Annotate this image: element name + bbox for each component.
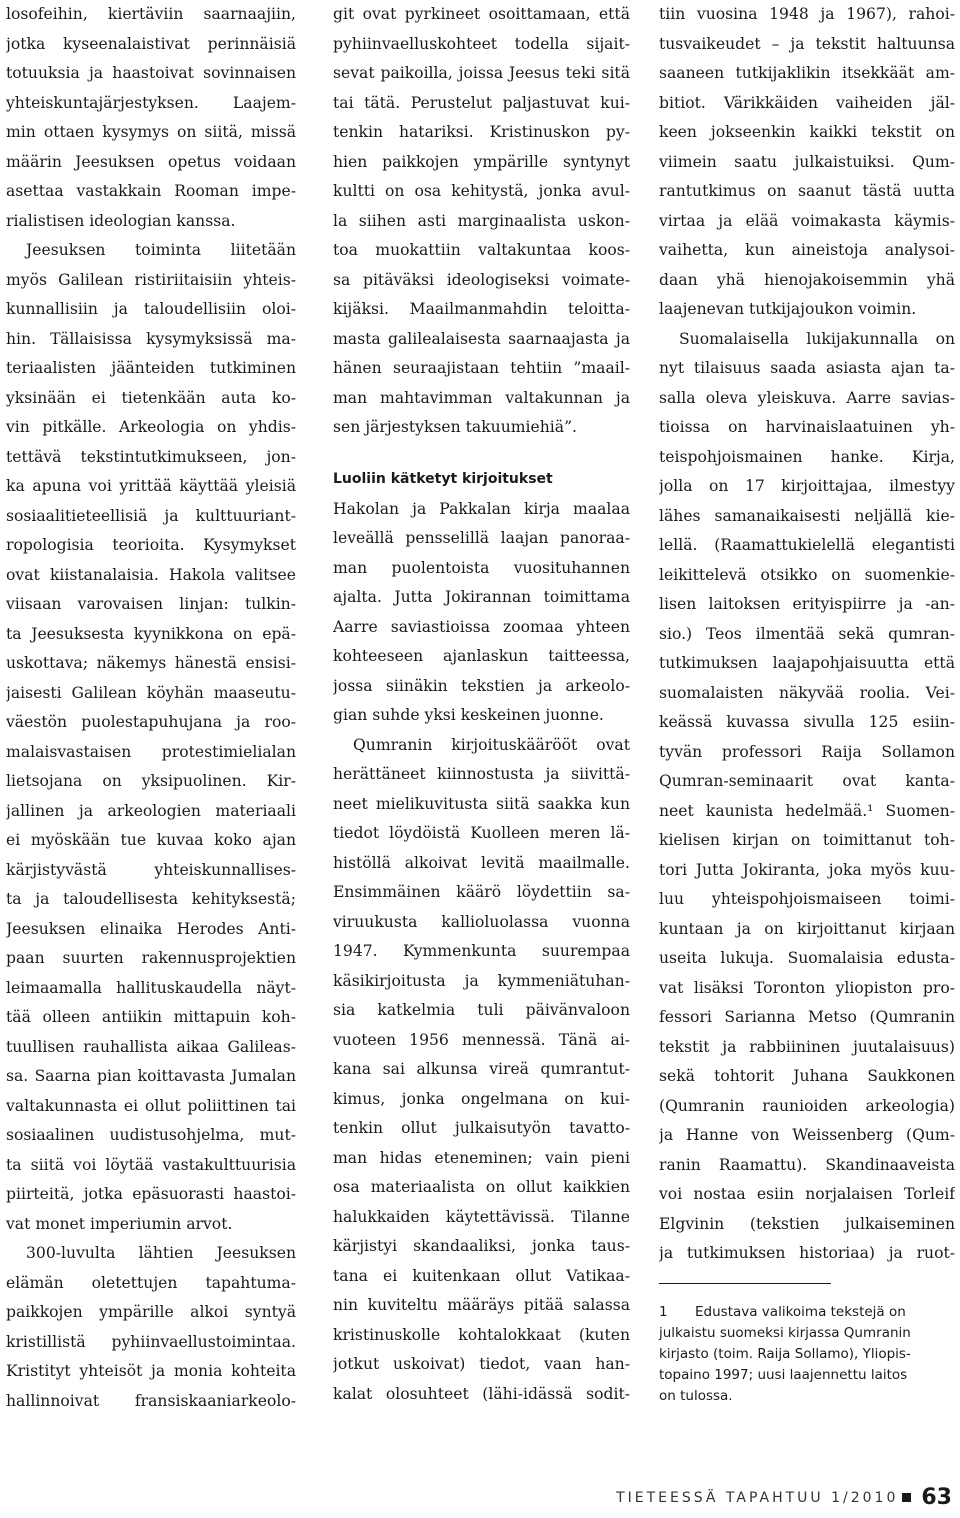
text-line: ja Hanne von Weissenberg (Qum-: [659, 1126, 955, 1144]
text-line: daan yhä hienojakoisemmin yhä: [659, 270, 955, 289]
text-line: kana sai alkunsa vireä qumrantut-: [333, 1060, 630, 1078]
text-line: jaisesti Galilean köyhän maaseutu-: [6, 683, 296, 702]
text-column-2: [333, 0, 630, 1409]
text-line: asettaa vastakkain Rooman impe-: [6, 182, 296, 200]
text-line: viruukusta kallioluolassa vuonna: [333, 912, 630, 931]
text-line: tana ei kuitenkaan ollut Vatikaa-: [333, 1266, 630, 1285]
text-column-1: [6, 0, 296, 1416]
text-line: Qumran-seminaarit ovat kanta-: [659, 772, 955, 790]
footnote: [659, 1302, 955, 1407]
text-line: min ottaen kysymys on siitä, missä: [6, 123, 296, 141]
text-line: gian suhde yksi keskeinen juonne.: [333, 706, 604, 724]
footnote-line: julkaistu suomeksi kirjassa Qumranin: [659, 1324, 911, 1341]
text-line: jotkut uskoivat) tiedot, vaan han-: [333, 1355, 630, 1373]
text-line: vuoteen 1956 mennessä. Tänä ai-: [333, 1030, 630, 1049]
column-1-paragraph-2: [6, 236, 296, 1239]
column-1-paragraph-1: [6, 0, 296, 236]
text-line: myös Galilean ristiriitaisiin yhteis-: [6, 270, 296, 289]
text-line: kultti on osa kehitystä, jonka avul-: [333, 182, 630, 200]
text-line: elämän oletettujen tapahtuma-: [6, 1273, 296, 1292]
page-footer: [616, 1485, 952, 1510]
section-heading: Luoliin kätketyt kirjoitukset: [333, 470, 553, 487]
text-line: toa muokattiin valtakuntaa koos-: [333, 241, 630, 259]
text-line: rantutkimus on saanut tästä uutta: [659, 182, 955, 200]
text-line: vat lisäksi Toronton yliopiston pro-: [659, 978, 955, 997]
text-line: käsikirjoitusta ja kymmeniätuhan-: [333, 971, 630, 990]
text-line: tusvaikeudet – ja tekstit haltuunsa: [659, 34, 955, 53]
text-line: kristillistä pyhiinvaellustoimintaa.: [6, 1332, 296, 1351]
text-line: Hakolan ja Pakkalan kirja maalaa: [333, 499, 630, 518]
text-line: Jeesuksen toiminta liitetään: [26, 241, 296, 259]
running-footer: TIETEESSÄ TAPAHTUU 1/2010: [616, 1489, 899, 1506]
text-line: jolla on 17 kirjoittajaa, ilmestyy: [659, 477, 955, 495]
text-line: 1947. Kymmenkunta suurempaa: [333, 942, 630, 960]
text-line: tekstit ja rabbiininen juutalaisuus): [659, 1037, 955, 1056]
text-line: sa pitäväksi ideologiseksi voimate-: [333, 270, 630, 289]
text-line: tori Jutta Jokiranta, joka myös kuu-: [659, 860, 955, 879]
text-line: leveällä pensselillä laajan panoraa-: [333, 529, 630, 547]
text-line: saaneen tutkijaklikin itsekkäät am-: [659, 64, 955, 82]
text-line: vat monet imperiumin arvot.: [6, 1214, 233, 1233]
text-line: herättäneet kiinnostusta ja siivittä-: [333, 765, 630, 783]
text-line: määrin Jeesuksen opetus voidaan: [6, 152, 296, 171]
text-line: kärjistyi skandaaliksi, jonka taus-: [333, 1237, 630, 1255]
text-line: keen jokseenkin kaikki tekstit on: [659, 123, 955, 141]
text-line: nin kuviteltu määräys pitää salassa: [333, 1296, 630, 1314]
text-line: kuntaan ja on kirjoittanut kirjaan: [659, 919, 955, 938]
text-line: neet mielikuvitusta siitä saakka kun: [333, 794, 630, 813]
text-line: useita lukuja. Suomalaisia edusta-: [659, 949, 955, 967]
text-line: yksinään ei tietenkään auta ko-: [6, 388, 296, 407]
text-line: hänen seuraajistaan tehtiin ”maail-: [333, 359, 630, 377]
text-line: git ovat pyrkineet osoittamaan, että: [333, 5, 630, 23]
text-line: ka apuna voi yrittää käyttää yleisiä: [6, 477, 296, 495]
text-line: tiedot löydöistä Kuolleen meren lä-: [333, 824, 630, 842]
text-line: kristinuskolle kohtalokkaat (kuten: [333, 1325, 630, 1344]
text-line: vaihetta, kun aineistoja analysoi-: [659, 241, 955, 259]
text-line: ovat kiistanalaisia. Hakola valitsee: [6, 565, 296, 584]
page-number: 63: [921, 1485, 952, 1510]
text-line: sevat paikoilla, joissa Jeesus teki sitä: [333, 64, 630, 82]
text-line: kärjistyvästä yhteiskunnallises-: [6, 860, 296, 879]
text-line: sa. Saarna pian koittavasta Jumalan: [6, 1067, 296, 1085]
text-line: salla oleva yleiskuva. Aarre savias-: [659, 388, 955, 407]
text-line: (Qumranin raunioiden arkeologia): [659, 1096, 955, 1115]
text-line: valtakunnasta ei ollut poliittinen tai: [6, 1096, 296, 1115]
text-line: ei myöskään tue kuvaa koko ajan: [6, 831, 296, 849]
text-line: Kristityt yhteisöt ja monia kohteita: [6, 1362, 296, 1380]
column-3-paragraph-2: [659, 325, 955, 1269]
text-line: tettävä tekstintutkimukseen, jon-: [6, 447, 296, 466]
text-line: osa materiaalista on ollut kaikkien: [333, 1178, 630, 1196]
text-line: tai tätä. Perustelut paljastuvat kui-: [333, 93, 630, 112]
text-line: Ensimmäinen käärö löydettiin sa-: [333, 883, 630, 901]
text-line: malaisvastaisen protestimielialan: [6, 742, 296, 761]
text-line: 300-luvulta lähtien Jeesuksen: [26, 1244, 296, 1262]
text-line: kielisen kirjan on toimittanut toh-: [659, 831, 955, 849]
text-line: tyvän professori Raija Sollamon: [659, 742, 955, 761]
text-line: Jeesuksen elinaika Herodes Anti-: [6, 919, 296, 938]
text-line: histöllä alkoivat levitä maailmalle.: [333, 853, 630, 872]
text-line: viimein saatu julkaistuiksi. Qum-: [659, 152, 955, 171]
text-line: tioissa on harvinaislaatuinen yh-: [659, 418, 955, 436]
text-line: masta galilealaisesta saarnaajasta ja: [333, 329, 630, 348]
text-line: Aarre saviastioissa zoomaa yhteen: [333, 617, 630, 636]
text-line: teriaalisten jäänteiden tutkiminen: [6, 359, 296, 377]
text-line: kunnallisiin ja taloudellisiin oloi-: [6, 300, 296, 318]
text-line: luu yhteispohjoismaiseen toimi-: [659, 890, 955, 908]
text-line: lisen laitoksen erityispiirre ja -an-: [659, 595, 955, 613]
text-line: man mahtavimman valtakunnan ja: [333, 388, 630, 407]
text-line: ta ja taloudellisesta kehityksestä;: [6, 890, 296, 908]
text-line: la siihen asti marginaalista uskon-: [333, 211, 630, 230]
text-line: kimus, jonka ongelmana on kui-: [333, 1089, 630, 1108]
text-line: halukkaiden käytettävissä. Tilanne: [333, 1207, 630, 1226]
text-line: vin pitkälle. Arkeologia on yhdis-: [6, 418, 296, 436]
text-line: sio.) Teos ilmentää sekä qumran-: [659, 624, 955, 643]
text-line: jallinen ja arkeologien materiaali: [6, 801, 296, 820]
text-line: leikittelevä otsikko on suomenkie-: [659, 565, 955, 584]
text-line: man puolentoista vuosituhannen: [333, 558, 630, 577]
text-line: leimaamalla hallituskaudella näyt-: [6, 978, 296, 997]
text-line: sia katkelmia tuli päivänvaloon: [333, 1001, 630, 1019]
text-line: sosiaalitieteellisiä ja kulttuuriant-: [6, 506, 296, 525]
text-line: sen järjestyksen takuumiehiä”.: [333, 418, 577, 436]
text-line: man hidas eteneminen; vain pieni: [333, 1148, 630, 1167]
text-line: väestön puolestapuhujana ja roo-: [6, 713, 296, 731]
footnote-line: Edustava valikoima tekstejä on: [695, 1303, 906, 1320]
text-line: lähes samanaikaisesti neljällä kie-: [659, 506, 955, 525]
text-line: kalat olosuhteet (lähi-idässä sodit-: [333, 1384, 630, 1403]
footnote-number: 1: [659, 1303, 668, 1320]
text-line: ta Jeesuksesta kyynikkona on epä-: [6, 624, 296, 643]
column-2-paragraph-1: [333, 0, 630, 443]
text-line: tenkin hatariksi. Kristinuskon py-: [333, 123, 630, 141]
text-column-3: [659, 0, 955, 1407]
text-line: teispohjoismainen hanke. Kirja,: [659, 447, 955, 466]
text-line: kijäksi. Maailmanmahdin teloitta-: [333, 300, 630, 318]
text-line: pyhiinvaelluskohteet todella sijait-: [333, 34, 630, 53]
text-line: nyt tilaisuus saada asiasta ajan ta-: [659, 359, 955, 377]
text-line: totuuksia ja haastoivat sovinnaisen: [6, 64, 296, 82]
text-line: neet kaunista hedelmää.¹ Suomen-: [659, 801, 955, 820]
text-line: jossa siinäkin tekstien ja arkeolo-: [333, 676, 630, 695]
text-line: jotka kyseenalaistivat perinnäisiä: [6, 34, 296, 53]
text-line: ja tutkimuksen historiaa) ja ruot-: [659, 1244, 955, 1262]
text-line: Qumranin kirjoituskäärööt ovat: [353, 735, 630, 754]
footnote-line: kirjasto (toim. Raija Sollamo), Yliopis-: [659, 1345, 911, 1362]
footnote-line: on tulossa.: [659, 1387, 733, 1404]
text-line: bitiot. Värikkäiden vaiheiden jäl-: [659, 93, 955, 112]
text-line: lellä. (Raamattukielellä elegantisti: [659, 536, 955, 554]
footnote-rule: [659, 1283, 831, 1284]
text-line: suomalaisten näkyvää roolia. Vei-: [659, 683, 955, 702]
text-line: Suomalaisella lukijakunnalla on: [679, 329, 955, 348]
text-line: tenkin ollut julkaisutyön tavatto-: [333, 1119, 630, 1137]
text-line: rialistisen ideologian kanssa.: [6, 211, 236, 230]
text-line: sekä tohtorit Juhana Saukkonen: [659, 1067, 955, 1085]
text-line: voi nostaa esiin norjalaisen Torleif: [659, 1185, 955, 1203]
text-line: tutkimuksen laajapohjaisuutta että: [659, 654, 955, 672]
text-line: hin. Tällaisissa kysymyksissä ma-: [6, 329, 296, 348]
footnote-line: topaino 1997; uusi laajennettu laitos: [659, 1366, 908, 1383]
column-2-paragraph-3: [333, 731, 630, 1410]
text-line: ta siitä voi löytää vastakulttuurisia: [6, 1155, 296, 1174]
text-line: tää olleen antiikin mittapuin koh-: [6, 1008, 296, 1026]
text-line: ajalta. Jutta Jokirannan toimittama: [333, 588, 630, 606]
text-line: tiin vuosina 1948 ja 1967), rahoi-: [659, 5, 955, 23]
text-line: ropologisia teorioita. Kysymykset: [6, 536, 296, 554]
text-line: losofeihin, kiertäviin saarnaajiin,: [6, 5, 296, 23]
text-line: piirteitä, jotka epäsuorasti haastoi-: [6, 1185, 296, 1203]
text-line: uskottava; näkemys hänestä ensisi-: [6, 654, 296, 672]
text-line: yhteiskuntajärjestyksen. Laajem-: [6, 93, 296, 112]
text-line: keässä kuvassa sivulla 125 esiin-: [659, 713, 955, 731]
text-line: sosiaalinen uudistusohjelma, mut-: [6, 1126, 296, 1144]
text-line: fessori Sarianna Metso (Qumranin: [659, 1008, 955, 1026]
text-line: kohteeseen ajanlaskun taitteessa,: [333, 647, 630, 665]
text-line: Elgvinin (tekstien julkaiseminen: [659, 1214, 955, 1233]
text-line: tuullisen rauhallista aikaa Galileas-: [6, 1037, 296, 1056]
column-3-paragraph-1: [659, 0, 955, 325]
text-line: virtaa ja elää voimakasta käymis-: [659, 211, 955, 230]
column-2-paragraph-2: [333, 495, 630, 731]
text-line: viisaan varovaisen linjan: tulkin-: [6, 595, 296, 613]
text-line: paikkojen ympärille alkoi syntyä: [6, 1303, 296, 1321]
text-line: hallinnoivat fransiskaaniarkeolo-: [6, 1391, 296, 1410]
text-line: lietsojana on yksipuolinen. Kir-: [6, 772, 296, 790]
square-icon: [902, 1493, 911, 1502]
text-line: laajenevan tutkijajoukon voimin.: [659, 300, 917, 318]
text-line: paan suurten rakennusprojektien: [6, 949, 296, 967]
column-1-paragraph-3: [6, 1239, 296, 1416]
text-line: ranin Raamattu). Skandinaaveista: [659, 1155, 955, 1174]
text-line: hien paikkojen ympärille syntynyt: [333, 152, 630, 171]
